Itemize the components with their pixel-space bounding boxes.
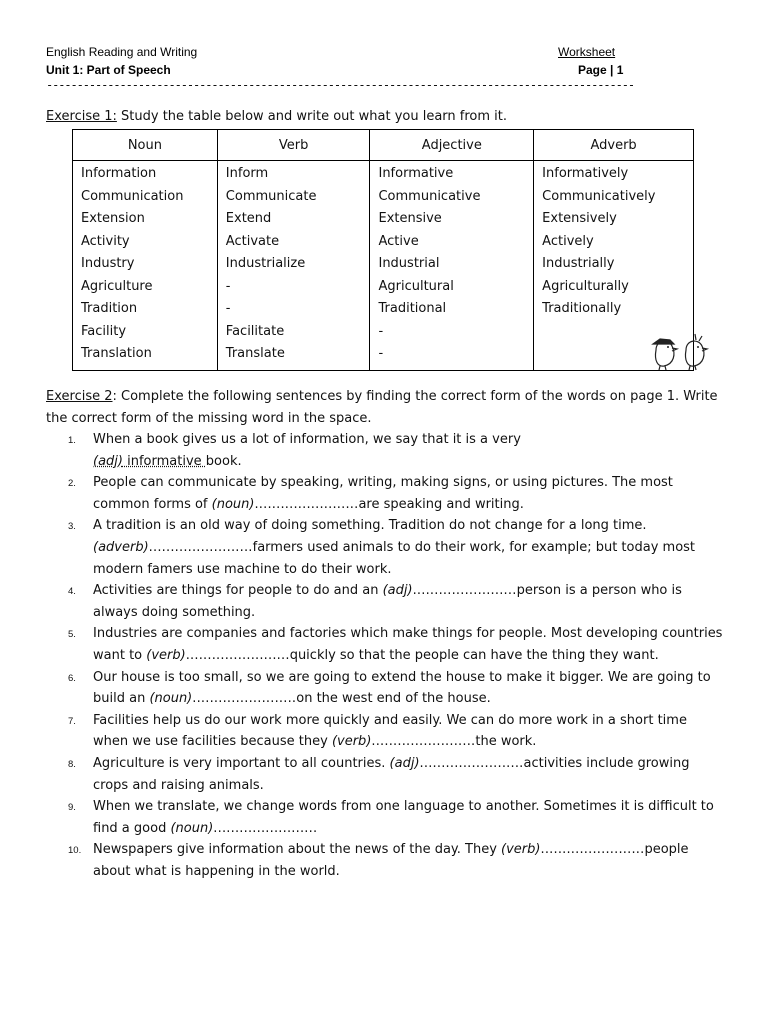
- adjective-cell: Traditional: [378, 301, 447, 316]
- verb-cell: Activate: [225, 233, 280, 249]
- verb-cell: -: [225, 301, 231, 316]
- unit-title: Unit 1: Part of Speech: [46, 63, 171, 77]
- answer-blank[interactable]: informative: [122, 453, 206, 469]
- question-hint: (verb): [146, 647, 186, 663]
- adjective-cell: -: [378, 323, 384, 339]
- question-item: [46, 710, 726, 753]
- noun-cell: Facility: [81, 323, 127, 339]
- question-text: Agriculture is very important to all countries.: [93, 755, 390, 771]
- question-item: [46, 667, 726, 710]
- question-list: [46, 429, 726, 882]
- question-text: Activities are things for people to do and an: [93, 583, 383, 599]
- adjective-cell: Agricultural: [378, 278, 454, 294]
- question-hint: (adverb): [93, 539, 149, 555]
- adverb-cell: Informatively: [542, 166, 629, 181]
- question-hint: (noun): [211, 496, 255, 512]
- column-header-adverb: Adverb: [534, 130, 694, 161]
- question-item: [46, 753, 726, 796]
- question-number: 2.: [68, 478, 76, 490]
- answer-blank[interactable]: ........................: [419, 755, 524, 771]
- adjective-cell: Industrial: [378, 256, 440, 271]
- question-item: [46, 429, 726, 472]
- adjective-cell: Informative: [378, 166, 454, 181]
- question-number: 4.: [68, 586, 76, 598]
- question-number: 8.: [68, 758, 76, 770]
- question-item: [46, 515, 726, 580]
- question-text: A tradition is an old way of doing something. Tradition do not change for a long time.: [93, 518, 647, 534]
- question-text-end: farmers used animals to do their work, for example; but today most modern famers use machine to do their work.: [93, 539, 696, 577]
- column-header-adjective: Adjective: [370, 130, 534, 161]
- noun-cell: Tradition: [81, 301, 138, 316]
- adverb-cell: Traditionally: [542, 301, 622, 316]
- adjective-cell: -: [378, 346, 384, 361]
- question-text: When we translate, we change words from one language to another. Sometimes it is difficult to find a good: [93, 799, 714, 836]
- question-number: 10.: [68, 845, 82, 857]
- question-hint: (noun): [170, 820, 214, 836]
- question-text-end: on the west end of the house.: [296, 691, 491, 707]
- adverb-cell: Communicatively: [542, 188, 656, 204]
- question-item: [46, 796, 726, 839]
- answer-blank[interactable]: ........................: [192, 691, 297, 707]
- question-text: Newspapers give information about the news of the day. They: [93, 842, 502, 858]
- exercise1-heading: [46, 106, 746, 128]
- doc-type: Worksheet: [558, 45, 616, 59]
- question-text: When a book gives us a lot of information, we say that it is a very: [93, 432, 521, 447]
- exercise1-instruction: Study the table below and write out what you learn from it.: [116, 109, 507, 124]
- question-item: [46, 472, 726, 515]
- verb-column: [217, 161, 370, 371]
- question-hint: (verb): [331, 734, 372, 750]
- answer-blank[interactable]: ........................: [254, 496, 359, 512]
- answer-blank[interactable]: ........................: [540, 842, 645, 858]
- noun-cell: Activity: [81, 233, 130, 249]
- answer-blank[interactable]: ........................: [371, 734, 476, 750]
- question-text: Facilities help us do our work more quickly and easily. We can do more work in a short time when we use facilities because they: [93, 712, 687, 750]
- adverb-cell: Actively: [542, 233, 594, 249]
- verb-cell: Facilitate: [225, 323, 285, 339]
- question-text: Our house is too small, so we are going to extend the house to make it bigger. We are going to build an: [93, 669, 711, 707]
- page-number: Page | 1: [578, 63, 624, 77]
- answer-blank[interactable]: ........................: [148, 539, 253, 555]
- adverb-cell: Extensively: [542, 211, 617, 226]
- adverb-cell: Industrially: [542, 256, 615, 271]
- exercise1-label: Exercise 1:: [46, 109, 117, 124]
- question-text-end: people about what is happening in the world.: [93, 842, 689, 879]
- verb-cell: Industrialize: [225, 256, 306, 271]
- noun-cell: Agriculture: [81, 278, 153, 294]
- adjective-cell: Communicative: [378, 188, 481, 204]
- noun-cell: Communication: [81, 188, 184, 204]
- noun-cell: Information: [81, 166, 157, 181]
- parts-of-speech-table: [72, 129, 694, 371]
- question-hint: (verb): [501, 842, 541, 858]
- question-hint: (noun): [149, 691, 193, 707]
- verb-cell: Communicate: [225, 188, 317, 204]
- question-number: 1.: [68, 435, 76, 446]
- noun-cell: Translation: [81, 346, 152, 361]
- exercise2-heading: [46, 386, 736, 430]
- adjective-cell: Extensive: [378, 211, 442, 226]
- verb-cell: -: [225, 278, 231, 294]
- adverb-cell: Agriculturally: [542, 278, 629, 294]
- question-item: [46, 580, 726, 623]
- verb-cell: Translate: [225, 346, 285, 361]
- verb-cell: Inform: [225, 166, 269, 181]
- answer-blank[interactable]: ........................: [185, 647, 290, 663]
- header-divider: ------------------------------------------------------------------------------------------------: [46, 78, 634, 92]
- course-title: English Reading and Writing: [46, 45, 198, 59]
- question-number: 9.: [68, 802, 76, 814]
- column-header-noun: Noun: [73, 130, 218, 161]
- question-number: 6.: [68, 672, 76, 684]
- adjective-cell: Active: [378, 233, 419, 249]
- question-hint: (adj): [389, 755, 420, 771]
- question-item: [46, 623, 726, 666]
- column-header-verb: Verb: [217, 130, 370, 161]
- question-item: [46, 839, 726, 882]
- question-text-end: are speaking and writing.: [358, 496, 524, 512]
- answer-blank[interactable]: ........................: [213, 820, 318, 836]
- question-text-end: person is a person who is always doing something.: [93, 583, 682, 620]
- question-text-end: the work.: [475, 734, 537, 750]
- question-text-end: activities include growing crops and raising animals.: [93, 755, 690, 793]
- verb-cell: Extend: [225, 211, 272, 226]
- question-number: 5.: [68, 629, 76, 641]
- exercise2-instruction: : Complete the following sentences by finding the correct form of the words on page 1. Write the correct form of the missing word in the space.: [46, 389, 718, 426]
- question-text: People can communicate by speaking, writing, making signs, or using pictures. The most common forms of: [93, 475, 673, 512]
- question-text-end: quickly so that the people can have the thing they want.: [289, 647, 659, 663]
- question-hint: (adj): [382, 583, 413, 599]
- question-number: 7.: [68, 715, 76, 727]
- adjective-column: [370, 161, 534, 371]
- question-text: Industries are companies and factories which make things for people. Most developing countries want to: [93, 626, 723, 663]
- question-text-end: book.: [205, 453, 242, 469]
- noun-column: [73, 161, 218, 371]
- noun-cell: Extension: [81, 211, 145, 226]
- question-number: 3.: [68, 521, 76, 533]
- question-hint: (adj): [93, 453, 123, 469]
- answer-blank[interactable]: ........................: [412, 583, 517, 599]
- noun-cell: Industry: [81, 256, 135, 271]
- exercise2-label: Exercise 2: [46, 389, 113, 404]
- birds-icon: [646, 328, 716, 372]
